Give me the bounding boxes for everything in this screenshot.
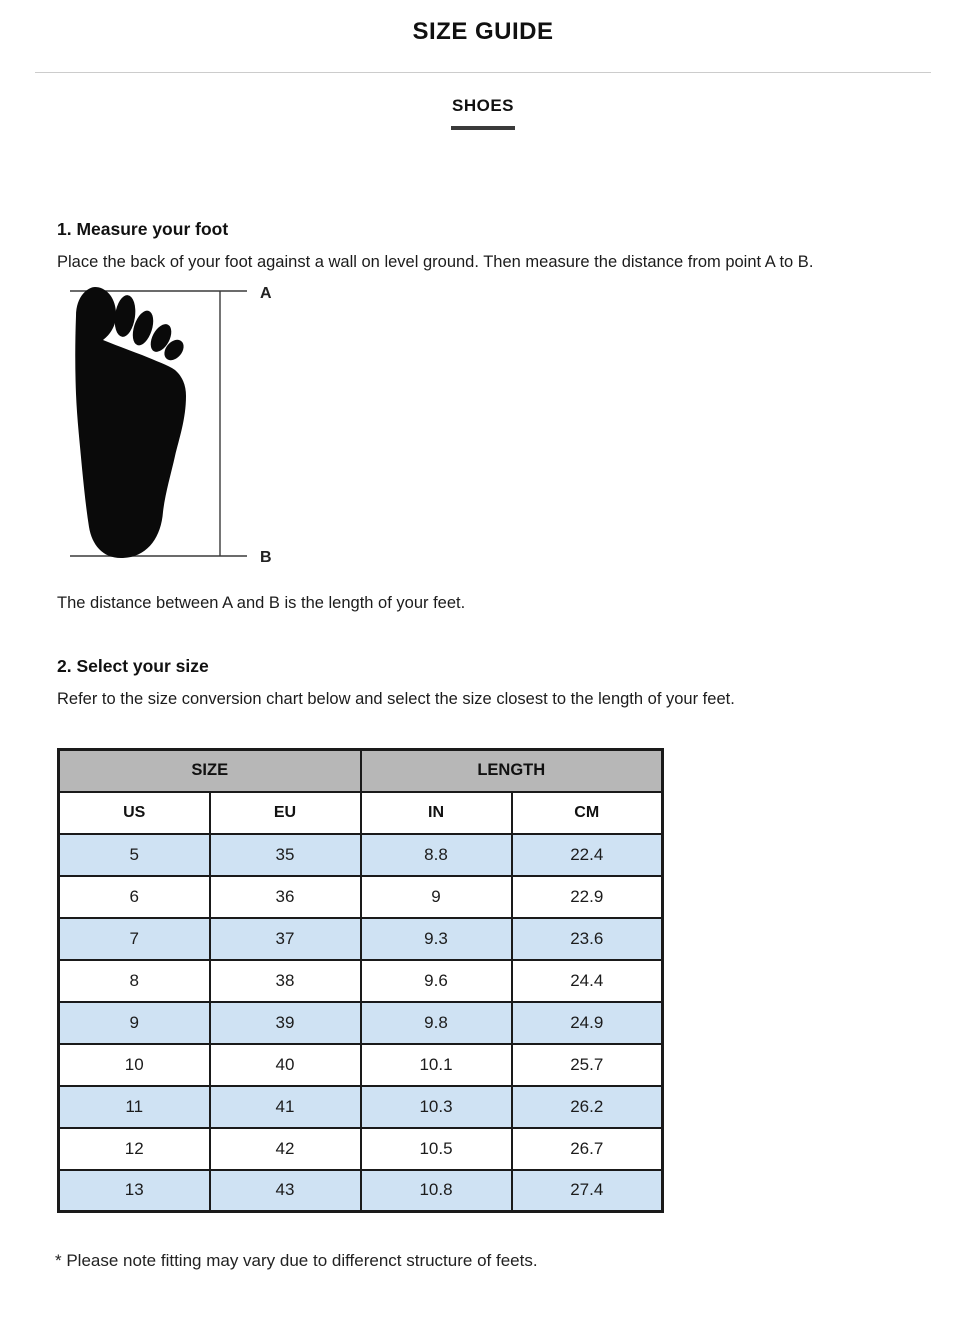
table-cell: 42 [210, 1128, 361, 1170]
table-cell: 41 [210, 1086, 361, 1128]
table-row [59, 834, 663, 876]
step1-body: Place the back of your foot against a wall on level ground. Then measure the distance from point A to B. [57, 253, 814, 271]
table-cell: 11 [59, 1086, 210, 1128]
table-cell: 36 [210, 876, 361, 918]
table-cell: 10 [59, 1044, 210, 1086]
table-cell: 5 [59, 834, 210, 876]
table-row [59, 1086, 663, 1128]
table-cell: 10.3 [361, 1086, 512, 1128]
table-cell: 9.6 [361, 960, 512, 1002]
foot-measure-diagram [57, 284, 337, 574]
table-row [59, 960, 663, 1002]
table-row [59, 1128, 663, 1170]
step1-caption: The distance between A and B is the length of your feet. [57, 594, 466, 612]
section-label-underline [451, 126, 515, 130]
step1-heading: 1. Measure your foot [57, 219, 229, 239]
table-cell: 10.5 [361, 1128, 512, 1170]
table-cell: 9 [361, 876, 512, 918]
point-a-label: A [260, 285, 272, 302]
table-cell: 37 [210, 918, 361, 960]
group-header-length: LENGTH [361, 750, 663, 792]
column-header-eu: EU [210, 792, 361, 834]
table-cell: 9.8 [361, 1002, 512, 1044]
table-cell: 10.1 [361, 1044, 512, 1086]
step2-heading: 2. Select your size [57, 656, 209, 676]
size-conversion-table [57, 748, 664, 1213]
foot-silhouette-icon [75, 287, 187, 558]
table-cell: 6 [59, 876, 210, 918]
table-cell: 35 [210, 834, 361, 876]
column-header-us: US [59, 792, 210, 834]
table-column-header-row [59, 792, 663, 834]
table-cell: 40 [210, 1044, 361, 1086]
table-cell: 12 [59, 1128, 210, 1170]
column-header-cm: CM [512, 792, 663, 834]
table-cell: 10.8 [361, 1170, 512, 1212]
table-group-header-row [59, 750, 663, 792]
table-cell: 38 [210, 960, 361, 1002]
group-header-size: SIZE [59, 750, 361, 792]
table-row [59, 1170, 663, 1212]
footnote: * Please note fitting may vary due to differenct structure of feets. [55, 1251, 538, 1270]
step2-body: Refer to the size conversion chart below and select the size closest to the length of your feet. [57, 690, 735, 708]
table-cell: 9.3 [361, 918, 512, 960]
page-title: SIZE GUIDE [412, 18, 554, 45]
table-cell: 7 [59, 918, 210, 960]
table-cell: 23.6 [512, 918, 663, 960]
table-cell: 9 [59, 1002, 210, 1044]
table-cell: 13 [59, 1170, 210, 1212]
table-row [59, 1002, 663, 1044]
table-cell: 39 [210, 1002, 361, 1044]
table-cell: 24.4 [512, 960, 663, 1002]
table-cell: 8.8 [361, 834, 512, 876]
table-cell: 26.2 [512, 1086, 663, 1128]
table-cell: 26.7 [512, 1128, 663, 1170]
table-row [59, 876, 663, 918]
point-b-label: B [260, 549, 272, 566]
table-row [59, 918, 663, 960]
top-divider [35, 72, 931, 73]
table-cell: 24.9 [512, 1002, 663, 1044]
table-cell: 27.4 [512, 1170, 663, 1212]
table-cell: 8 [59, 960, 210, 1002]
column-header-in: IN [361, 792, 512, 834]
section-label-shoes: SHOES [451, 96, 515, 115]
table-cell: 43 [210, 1170, 361, 1212]
table-cell: 22.4 [512, 834, 663, 876]
table-cell: 25.7 [512, 1044, 663, 1086]
content-area [0, 218, 966, 1271]
table-cell: 22.9 [512, 876, 663, 918]
table-row [59, 1044, 663, 1086]
